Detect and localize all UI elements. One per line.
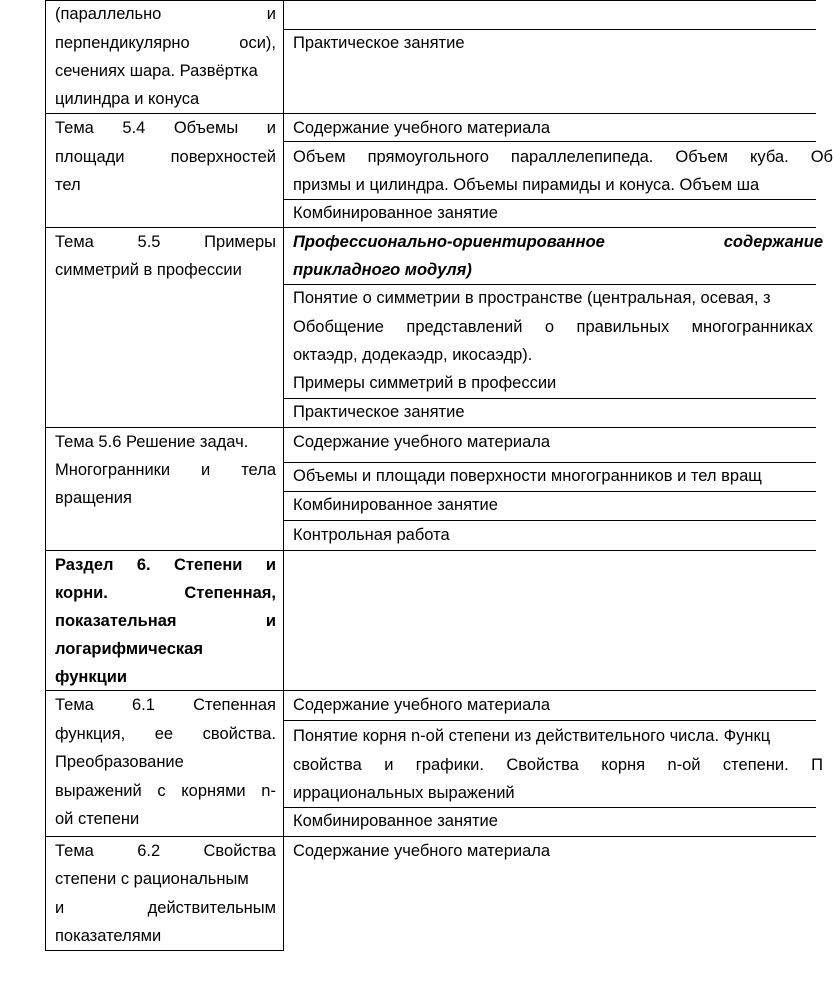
lesson-type: Контрольная работа (293, 526, 450, 544)
word: корни. (55, 584, 108, 602)
topic-line (55, 898, 276, 918)
section-title-line (55, 583, 276, 603)
topic-line (55, 841, 276, 861)
word: Тема (55, 233, 94, 251)
word: Степенная (193, 696, 276, 714)
word: параллелепипеда. (510, 148, 654, 166)
cell-border (283, 491, 816, 492)
lesson-type: Комбинированное занятие (293, 204, 498, 222)
module-heading (293, 232, 823, 252)
row-border (45, 113, 816, 114)
word: представлений (406, 318, 523, 336)
topic-line (55, 118, 276, 138)
column-divider (283, 0, 284, 951)
word: и (266, 5, 276, 23)
word: Степенная, (184, 584, 276, 602)
word: правильных (576, 318, 670, 336)
word: Примеры (204, 233, 276, 251)
section-title-line: логарифмическая (55, 640, 203, 658)
word: действительным (147, 899, 276, 917)
content-line: Понятие о симметрии в пространстве (центральная, осевая, з (293, 289, 771, 307)
word: корнями (181, 782, 246, 800)
content-heading: Содержание учебного материала (293, 433, 551, 451)
content-line: призмы и цилиндра. Объемы пирамиды и конуса. Объем ша (293, 176, 760, 194)
word: и (265, 556, 276, 574)
word: ее (154, 725, 174, 743)
topic-line: степени с рациональным (55, 870, 249, 888)
topic-line: сечениях шара. Развёртка (55, 62, 258, 80)
lesson-type: Практическое занятие (293, 403, 465, 421)
cell-border (283, 720, 816, 721)
word: графики. (415, 756, 484, 774)
lesson-type: Комбинированное занятие (293, 812, 498, 830)
content-line (293, 755, 823, 775)
content-line: Понятие корня n-ой степени из действительного числа. Функц (293, 727, 771, 745)
cell-border (283, 199, 816, 200)
word: функция, (55, 725, 126, 743)
content-heading: Содержание учебного материала (293, 842, 551, 860)
word: и (55, 899, 65, 917)
word: Степени (174, 556, 243, 574)
word: Многогранники (55, 461, 171, 479)
word: Обобщение (293, 318, 384, 336)
word: и (384, 756, 394, 774)
content-heading: Содержание учебного материала (293, 696, 551, 714)
content-line: иррациональных выражений (293, 784, 515, 802)
cell-border (283, 284, 816, 285)
word: содержание (723, 233, 823, 251)
word: и (265, 612, 276, 630)
topic-line: симметрий в профессии (55, 261, 242, 279)
content-heading: Содержание учебного материала (293, 119, 551, 137)
topic-line: Преобразование (55, 753, 184, 771)
topic-line: показателями (55, 927, 162, 945)
word: 6.2 (137, 842, 161, 860)
row-border (45, 550, 816, 551)
content-line: октаэдр, додекаэдр, икосаэдр). (293, 346, 533, 364)
word: Свойства (506, 756, 579, 774)
word: Объем (675, 148, 728, 166)
word: Свойства (203, 842, 276, 860)
row-border (45, 836, 816, 837)
word: Профессионально-ориентированное (293, 233, 605, 251)
word: Тема (55, 842, 94, 860)
topic-line (55, 33, 276, 53)
row-border (45, 227, 816, 228)
section-title-line (55, 611, 276, 631)
table-border-left (45, 0, 46, 951)
word: свойства (293, 756, 362, 774)
word: свойства. (202, 725, 276, 743)
word: и (201, 461, 211, 479)
cell-border (283, 807, 816, 808)
word: площади (55, 148, 125, 166)
topic-line (55, 4, 276, 24)
content-line (293, 317, 813, 337)
word: показательная (55, 612, 177, 630)
word: 5.5 (137, 233, 161, 251)
module-heading: прикладного модуля) (293, 261, 472, 279)
row-border (45, 690, 816, 691)
topic-line (55, 232, 276, 252)
word: Об (810, 148, 833, 166)
word: П (811, 756, 823, 774)
word: Тема (55, 119, 94, 137)
word: оси), (239, 34, 276, 52)
word: (параллельно (55, 5, 162, 23)
section-title-line (55, 555, 276, 575)
word: тела (241, 461, 276, 479)
topic-line (55, 147, 276, 167)
cell-border (283, 398, 816, 399)
word: Объем (293, 148, 346, 166)
topic-line (55, 695, 276, 715)
word: выражений (55, 782, 142, 800)
word: многогранниках (691, 318, 813, 336)
cell-border (283, 29, 816, 30)
word: перпендикулярно (55, 34, 190, 52)
word: поверхностей (170, 148, 276, 166)
word: корня (601, 756, 646, 774)
word: о (544, 318, 555, 336)
content-line (293, 147, 833, 167)
lesson-type: Практическое занятие (293, 34, 465, 52)
word: куба. (750, 148, 789, 166)
word: n- (261, 782, 276, 800)
word: прямоугольного (367, 148, 489, 166)
topic-line: ой степени (55, 810, 140, 828)
row-border (45, 427, 816, 428)
topic-line: вращения (55, 489, 132, 507)
word: и (266, 119, 276, 137)
table-border-bottom (45, 950, 284, 951)
word: степени. (722, 756, 789, 774)
content-line: Примеры симметрий в профессии (293, 374, 557, 392)
word: 6. (136, 556, 151, 574)
topic-line (55, 460, 276, 480)
topic-line: тел (55, 176, 81, 194)
cell-border (283, 520, 816, 521)
cell-border (283, 462, 816, 463)
word: Раздел (55, 556, 114, 574)
topic-line (55, 781, 276, 801)
content-line: Объемы и площади поверхности многогранников и тел вращ (293, 467, 762, 485)
word: Объемы (173, 119, 239, 137)
lesson-type: Комбинированное занятие (293, 496, 498, 514)
topic-line: цилиндра и конуса (55, 90, 200, 108)
row-border (45, 0, 816, 1)
topic-line (55, 724, 276, 744)
section-title-line: функции (55, 668, 128, 686)
word: с (157, 782, 166, 800)
cell-border (283, 141, 816, 142)
word: 5.4 (122, 119, 146, 137)
word: Тема (55, 696, 94, 714)
topic-line: Тема 5.6 Решение задач. (55, 433, 249, 451)
word: n-ой (667, 756, 701, 774)
word: 6.1 (132, 696, 155, 714)
